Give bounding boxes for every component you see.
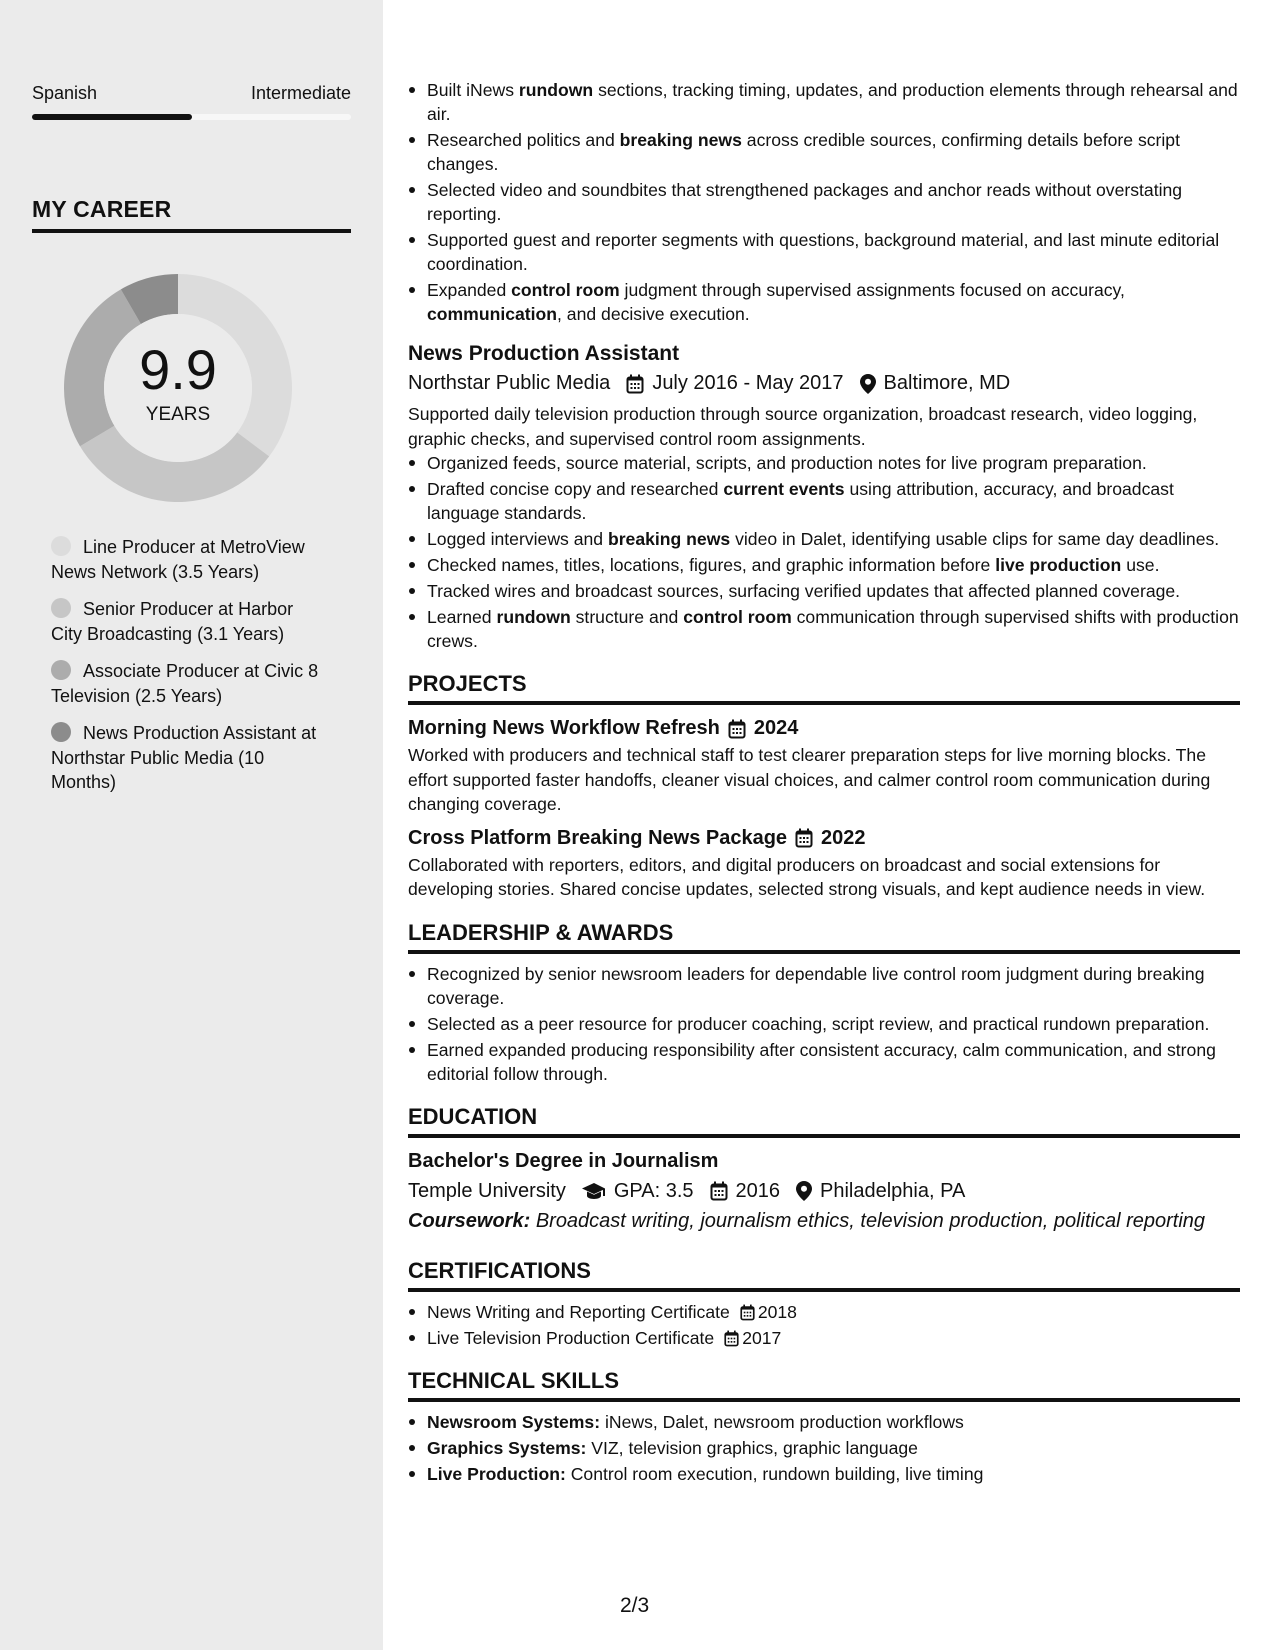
legend-swatch [51,660,71,680]
language-name: Spanish [32,83,98,103]
job-bullets [408,451,1240,653]
certification-date [724,1326,781,1350]
certification-year: 2018 [757,1301,797,1322]
career-total-value: 9.9 [139,338,217,401]
legend-item [51,597,321,646]
sidebar [0,0,383,1650]
legend-label: Senior Producer at Harbor City Broadcasting (3.1 Years) [51,599,294,644]
legend-label: Line Producer at MetroView News Network (3.5 Years) [51,537,305,582]
project-name: Cross Platform Breaking News Package [408,826,788,849]
calendar-icon [795,823,813,853]
leadership-bullet: Earned expanded producing responsibility after consistent accuracy, calm communication, and strong editorial follow through. [408,1038,1240,1086]
job-bullet: Checked names, titles, locations, figures, and graphic information before live production use. [408,553,1240,577]
project-year: 2022 [821,826,866,849]
experience-bullet: Built iNews rundown sections, tracking timing, updates, and production elements through rehearsal and air. [408,78,1240,126]
job-bullet: Organized feeds, source material, scripts, and production notes for live program preparation. [408,451,1240,475]
skill-label: Newsroom Systems: [427,1411,601,1432]
project-year: 2024 [753,717,799,739]
leadership-bullet: Selected as a peer resource for producer coaching, script review, and practical rundown preparation. [408,1012,1240,1036]
experience-bullets-previous-role [408,78,1240,326]
career-total [64,274,292,502]
job-meta [408,368,1240,398]
job-dates: July 2016 - May 2017 [652,372,844,394]
leadership-bullets [408,962,1240,1086]
project-title [408,823,1240,853]
career-total-unit: YEARS [145,404,211,425]
coursework-label: Coursework: [408,1209,531,1232]
job-bullet: Tracked wires and broadcast sources, surfacing verified updates that affected planned coverage. [408,579,1240,603]
education-gpa: GPA: 3.5 [613,1179,694,1202]
leadership-bullet: Recognized by senior newsroom leaders for dependable live control room judgment during breaking coverage. [408,962,1240,1010]
experience-bullet: Expanded control room judgment through supervised assignments focused on accuracy, communication, and decisive execution. [408,278,1240,326]
job-bullet: Logged interviews and breaking news video in Dalet, identifying usable clips for same day deadlines. [408,527,1240,551]
education-location: Philadelphia, PA [820,1179,966,1202]
language-row [32,83,351,104]
coursework [408,1206,1240,1236]
certification-year: 2017 [742,1327,782,1348]
certification-name: News Writing and Reporting Certificate [427,1301,730,1322]
main-content [408,78,1240,1488]
location-pin-icon [860,368,876,398]
calendar-icon [728,713,746,743]
experience-bullet: Supported guest and reporter segments with questions, background material, and last minute editorial coordination. [408,228,1240,276]
education-meta [408,1176,1240,1206]
skill-value: iNews, Dalet, newsroom production workflows [600,1411,964,1432]
job-title: News Production Assistant [408,342,680,365]
leadership-heading: LEADERSHIP & AWARDS [408,920,1240,954]
language-proficiency-fill [32,114,192,120]
certification-item [408,1300,1240,1324]
job-summary: Supported daily television production through source organization, broadcast research, video logging, graphic checks, and supervised control room assignments. [408,404,1198,449]
career-legend [51,535,321,808]
projects-list [408,713,1240,902]
calendar-icon [740,1300,755,1324]
legend-label: Associate Producer at Civic 8 Television (2.5 Years) [51,661,319,706]
language-level: Intermediate [250,83,351,103]
certifications-list [408,1300,1240,1350]
education-year: 2016 [735,1179,780,1202]
language-proficiency-bar [32,114,351,120]
skill-label: Live Production: [427,1463,566,1484]
graduation-cap-icon [582,1176,606,1206]
experience-bullet: Selected video and soundbites that strengthened packages and anchor reads without overstating reporting. [408,178,1240,226]
project-name: Morning News Workflow Refresh [408,717,720,739]
legend-swatch [51,536,71,556]
projects-heading: PROJECTS [408,671,1240,705]
certification-date [740,1300,797,1324]
skill-value: Control room execution, rundown building, live timing [565,1463,984,1484]
job-company: Northstar Public Media [408,372,611,394]
coursework-text: Broadcast writing, journalism ethics, television production, political reporting [535,1209,1206,1232]
education-heading: EDUCATION [408,1104,1240,1138]
legend-item [51,721,321,795]
calendar-icon [724,1326,739,1350]
page-number: 2/3 [620,1594,650,1617]
school-name: Temple University [408,1179,566,1202]
skill-label: Graphics Systems: [427,1437,587,1458]
legend-item [51,659,321,708]
legend-swatch [51,598,71,618]
skills-heading: TECHNICAL SKILLS [408,1368,1240,1402]
certifications-heading: CERTIFICATIONS [408,1258,1240,1292]
calendar-icon [626,368,644,398]
skill-item [408,1410,1240,1434]
location-pin-icon [796,1176,812,1206]
legend-label: News Production Assistant at Northstar Public Media (10 Months) [51,723,317,792]
legend-item [51,535,321,584]
skill-item [408,1436,1240,1460]
job-location: Baltimore, MD [883,372,1011,394]
career-heading: MY CAREER [32,196,351,233]
job-bullet: Drafted concise copy and researched current events using attribution, accuracy, and broadcast language standards. [408,477,1240,525]
certification-item [408,1326,1240,1350]
project-description: Collaborated with reporters, editors, and digital producers on broadcast and social extensions for developing stories. Shared concise updates, selected strong visuals, and kept audience needs in view. [408,854,1206,899]
project-description: Worked with producers and technical staff to test clearer preparation steps for live morning blocks. The effort supported faster handoffs, cleaner visual choices, and calmer control room communication during changing coverage. [408,745,1211,814]
skills-list [408,1410,1240,1486]
certification-name: Live Television Production Certificate [427,1327,715,1348]
legend-swatch [51,722,71,742]
skill-item [408,1462,1240,1486]
experience-bullet: Researched politics and breaking news across credible sources, confirming details before script changes. [408,128,1240,176]
degree-title: Bachelor's Degree in Journalism [408,1149,719,1172]
job-bullet: Learned rundown structure and control room communication through supervised shifts with production crews. [408,605,1240,653]
calendar-icon [710,1176,728,1206]
project-title [408,713,1240,743]
skill-value: VIZ, television graphics, graphic language [586,1437,918,1458]
